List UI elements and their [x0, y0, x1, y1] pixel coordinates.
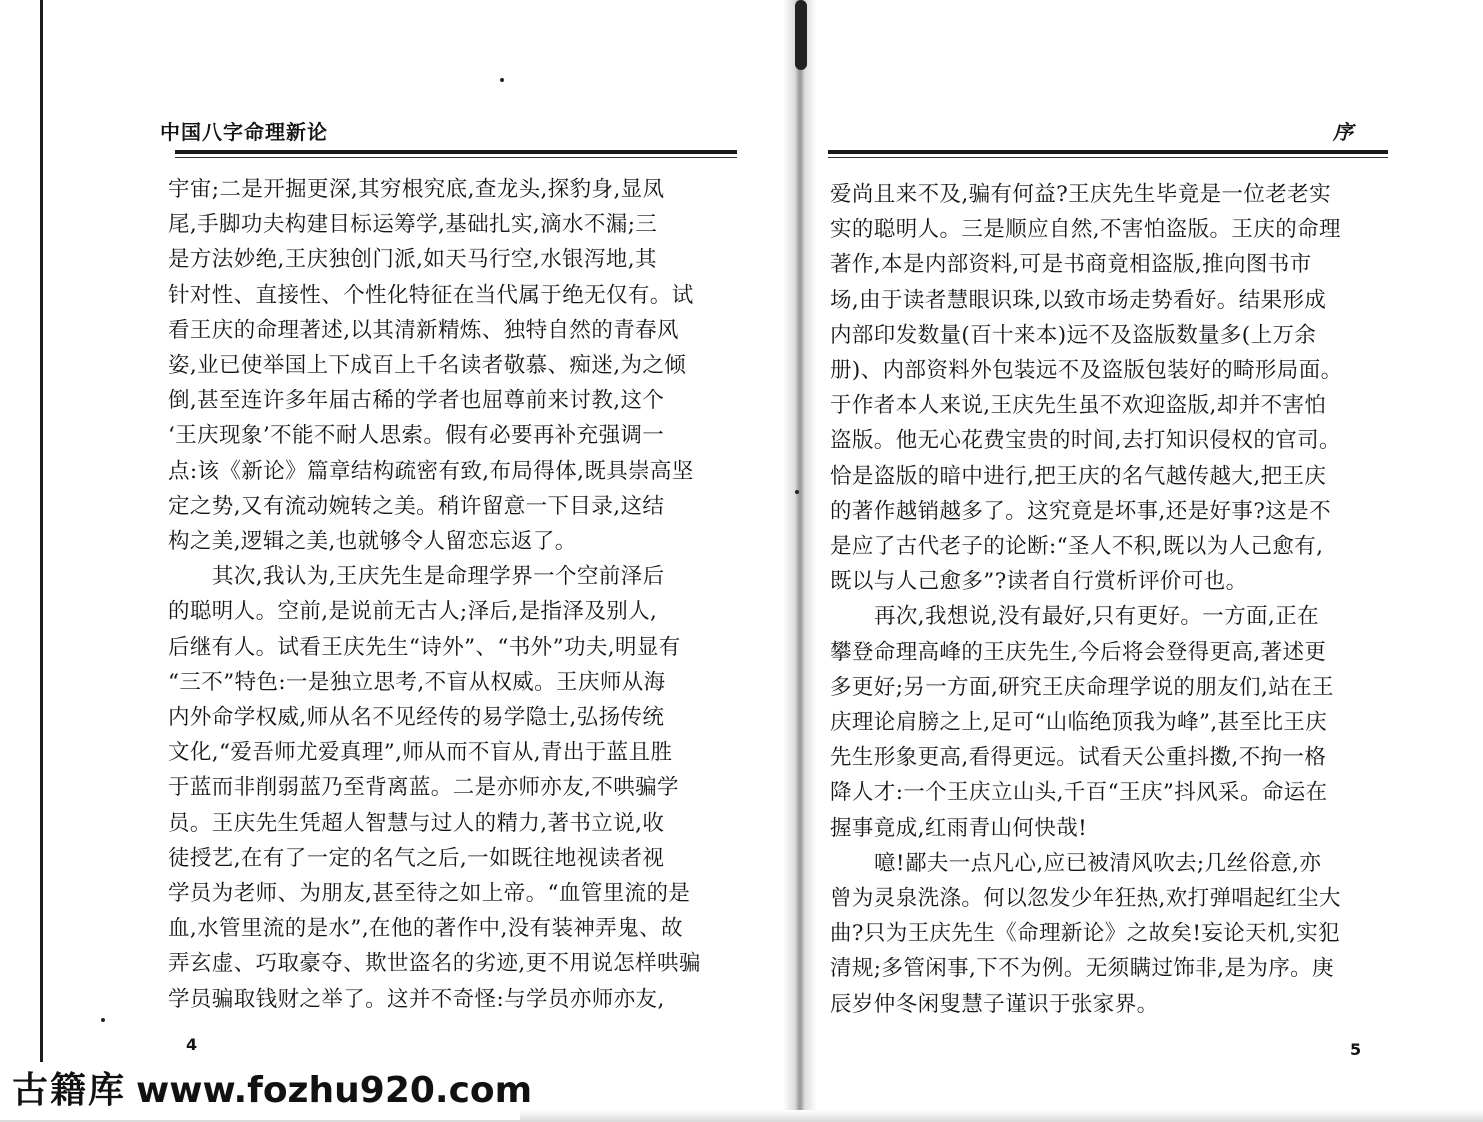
- scan-speck: [500, 78, 504, 82]
- scan-speck: [101, 1018, 105, 1022]
- text-line: 多更好;另一方面,研究王庆命理学说的朋友们,站在王: [830, 674, 1334, 700]
- text-line: 学员为老师、为朋友,甚至待之如上帝。“血管里流的是: [168, 881, 691, 907]
- text-line: 针对性、直接性、个性化特征在当代属于绝无仅有。试: [168, 282, 694, 308]
- paragraph-first-line: 再次,我想说,没有最好,只有更好。一方面,正在: [874, 604, 1320, 630]
- text-line: 场,由于读者慧眼识珠,以致市场走势看好。结果形成: [830, 287, 1327, 313]
- left-header-rule-thin: [175, 157, 737, 158]
- left-page-edge: [0, 0, 43, 1075]
- text-line: 宇宙;二是开掘更深,其穷根究底,查龙头,探豹身,显凤: [168, 177, 665, 202]
- text-line: 尾,手脚功夫构建目标运筹学,基础扎实,滴水不漏;三: [168, 212, 658, 238]
- text-line: 降人才:一个王庆立山头,千百“王庆”抖风采。命运在: [830, 780, 1328, 806]
- text-line: 既以与人己愈多”?读者自行赏析评价可也。: [830, 569, 1248, 595]
- right-body-text: [830, 177, 1390, 1022]
- text-line: 盗版。他无心花费宝贵的时间,去打知识侵权的官司。: [830, 428, 1341, 454]
- book-gutter: [783, 0, 817, 1122]
- text-line: 册)、内部资料外包装远不及盗版包装好的畸形局面。: [830, 358, 1343, 384]
- text-line: 于蓝而非削弱蓝乃至背离蓝。二是亦师亦友,不哄骗学: [168, 775, 679, 801]
- right-header-rule: [828, 150, 1388, 154]
- left-body-text: [168, 172, 738, 1017]
- text-line: 先生形象更高,看得更远。试看天公重抖擞,不拘一格: [830, 745, 1327, 771]
- text-line: 学员骗取钱财之举了。这并不奇怪:与学员亦师亦友,: [168, 986, 665, 1012]
- text-line: 是方法妙绝,王庆独创门派,如天马行空,水银泻地,其: [168, 247, 657, 273]
- text-line: 的聪明人。空前,是说前无古人;泽后,是指泽及别人,: [168, 599, 658, 625]
- text-line: 握事竟成,红雨青山何快哉!: [830, 815, 1088, 841]
- text-line: 庆理论肩膀之上,足可“山临绝顶我为峰”,甚至比王庆: [830, 710, 1328, 736]
- text-line: 爱尚且来不及,骗有何益?王庆先生毕竟是一位老老实: [830, 182, 1331, 207]
- gutter-shadow: [795, 0, 807, 70]
- text-line: “三不”特色:一是独立思考,不盲从权威。王庆师从海: [168, 669, 666, 695]
- scan-speck: [795, 490, 799, 494]
- watermark-site-name: 古籍库: [12, 1070, 127, 1111]
- text-line: 倒,甚至连许多年届古稀的学者也屈尊前来讨教,这个: [168, 388, 665, 414]
- site-watermark: [0, 1062, 533, 1120]
- text-line: 文化,“爱吾师尤爱真理”,师从而不盲从,青出于蓝且胜: [168, 740, 673, 766]
- text-line: 于作者本人来说,王庆先生虽不欢迎盗版,却并不害怕: [830, 393, 1327, 419]
- text-line: 恰是盗版的暗中进行,把王庆的名气越传越大,把王庆: [830, 463, 1327, 489]
- text-line: ‘王庆现象’不能不耐人思索。假有必要再补充强调一: [168, 423, 665, 449]
- text-line: 姿,业已使举国上下成百上千名读者敬慕、痴迷,为之倾: [168, 353, 687, 379]
- text-line: 清规;多管闲事,下不为例。无须瞒过饰非,是为序。庚: [830, 956, 1334, 982]
- right-page-number: 5: [1350, 1040, 1362, 1059]
- text-line: 徒授艺,在有了一定的名气之后,一如既往地视读者视: [168, 845, 665, 871]
- text-line: 看王庆的命理著述,以其清新精炼、独特自然的青春风: [168, 317, 679, 343]
- watermark-url: www.fozhu920.com: [136, 1070, 533, 1111]
- text-line: 辰岁仲冬闲叟慧子谨识于张家界。: [830, 991, 1159, 1017]
- right-header-rule-thin: [828, 157, 1388, 158]
- text-line: 著作,本是内部资料,可是书商竟相盗版,推向图书市: [830, 252, 1312, 278]
- text-line: 的著作越销越多了。这究竟是坏事,还是好事?这是不: [830, 498, 1331, 524]
- text-line: 点:该《新论》篇章结构疏密有致,布局得体,既具崇高坚: [168, 458, 694, 484]
- text-line: 曲?只为王庆先生《命理新论》之故矣!妄论天机,实犯: [830, 921, 1341, 947]
- right-running-head: 序: [1333, 120, 1354, 144]
- text-line: 员。王庆先生凭超人智慧与过人的精力,著书立说,收: [168, 810, 665, 836]
- left-page-number: 4: [186, 1035, 198, 1054]
- paragraph-first-line: 噫!鄙夫一点凡心,应已被清风吹去;几丝俗意,亦: [874, 850, 1322, 876]
- left-header-rule: [175, 150, 737, 154]
- paragraph-first-line: 其次,我认为,王庆先生是命理学界一个空前泽后: [212, 564, 665, 590]
- text-line: 内外命学权威,师从名不见经传的易学隐士,弘扬传统: [168, 705, 665, 731]
- text-line: 实的聪明人。三是顺应自然,不害怕盗版。王庆的命理: [830, 217, 1341, 243]
- text-line: 定之势,又有流动婉转之美。稍许留意一下目录,这结: [168, 493, 665, 519]
- text-line: 弄玄虚、巧取豪夺、欺世盗名的劣迹,更不用说怎样哄骗: [168, 951, 701, 977]
- text-line: 曾为灵泉洗涤。何以忽发少年狂热,欢打弹唱起红尘大: [830, 886, 1341, 912]
- text-line: 攀登命理高峰的王庆先生,今后将会登得更高,著述更: [830, 639, 1327, 665]
- text-line: 构之美,逻辑之美,也就够令人留恋忘返了。: [168, 529, 577, 555]
- text-line: 是应了古代老子的论断:“圣人不积,既以为人己愈有,: [830, 534, 1324, 560]
- text-line: 内部印发数量(百十来本)远不及盗版数量多(上万余: [830, 322, 1317, 348]
- text-line: 后继有人。试看王庆先生“诗外”、“书外”功夫,明显有: [168, 634, 681, 660]
- left-running-head: 中国八字命理新论: [160, 120, 328, 144]
- text-line: 血,水管里流的是水”,在他的著作中,没有装神弄鬼、故: [168, 916, 683, 942]
